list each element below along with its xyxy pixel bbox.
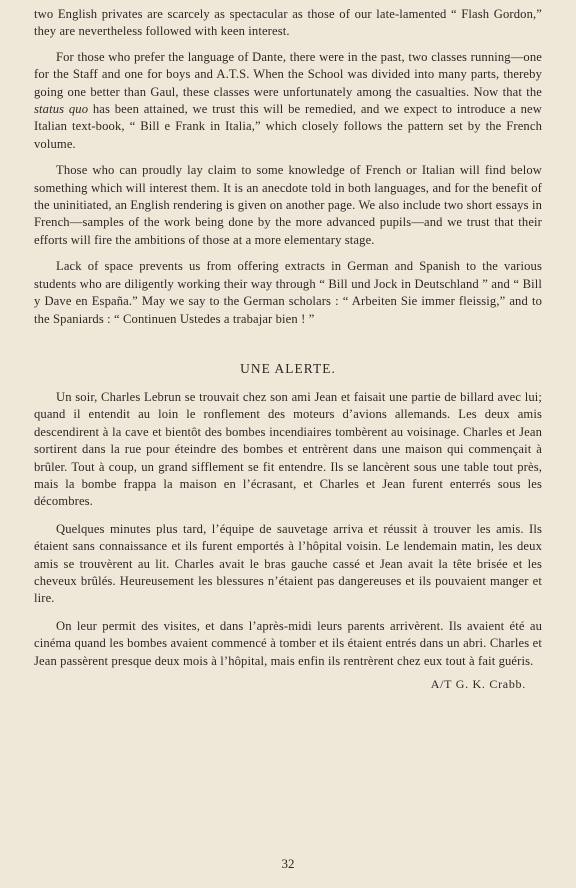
document-page: [34, 6, 542, 882]
paragraph-3: Those who can proudly lay claim to some knowledge of French or Italian will find below something which will interest them. It is an anecdote told in both languages, and for the benefit of the uninitiated, an English rendering is given on another page. We also include two short essays in French—samples of the work being done by the more advanced pupils—and we trust that their efforts will fire the ambitions of those at a more elementary stage.: [34, 163, 542, 247]
article-section: [34, 6, 542, 328]
paragraph-2-text-start: For those who prefer the language of Dante, there were in the past, two classes running—one for the Staff and one for boys and A.T.S. When the School was divided into many parts, thereby going one better than Gaul, these classes were unfortunately among the casualties. Now that the: [34, 49, 542, 99]
story-paragraph-2: Quelques minutes plus tard, l’équipe de sauvetage arriva et réussit à trouver les amis. Ils étaient sans connaissance et ils furent emportés à l’hôpital voisin. Le lendemain matin, les deux amis se trouvèrent au lit. Charles avait le bras gauche cassé et Jean avait la tête brisée et les cheveux brûlés. Heureusement les blessures n’étaient pas dangereuses et ils pouvaient manger et lire.: [34, 521, 542, 606]
author-signature: A/T G. K. Crabb.: [430, 677, 526, 691]
paragraph-2: [34, 49, 542, 153]
paragraph-4: Lack of space prevents us from offering extracts in German and Spanish to the various students who are diligently working their way through “ Bill und Jock in Deutschland ” and “ Bill y Dave en España.” May we say to the German scholars : “ Arbeiten Sie immer fleissig,” and to the Spaniards : “ Continuen Ustedes a trabajar bien ! ”: [34, 259, 542, 326]
page-number: 32: [281, 856, 295, 871]
italic-phrase: status quo: [34, 102, 89, 117]
paragraph-2-text-end: has been attained, we trust this will be remedied, and we expect to introduce a new Italian text-book, “ Bill e Frank in Italia,” which closely follows the pattern set by the French volume.: [34, 102, 542, 151]
story-paragraph-3: On leur permit des visites, et dans l’après-midi leurs parents arrivèrent. Ils avaient été au cinéma quand les bombes avaient commencé à tomber et ils étaient entrés dans un abri. Charles et Jean passèrent presque deux mois à l’hôpital, mais enfin ils rentrèrent chez eux tout à fait guéris.: [34, 618, 542, 668]
paragraph-1: two English privates are scarcely as spectacular as those of our late-lamented “ Flash Gordon,” they are nevertheless followed with keen interest.: [34, 7, 542, 39]
story-section: [34, 361, 542, 694]
story-paragraph-1: Un soir, Charles Lebrun se trouvait chez son ami Jean et faisait une partie de billard avec lui; quand il entendit au loin le ronflement des moteurs d’avions allemands. Les deux amis descendirent à la cave et bientôt des bombes incendiaires tombèrent au voisinage. Charles et Jean sortirent dans la rue pour éteindre des bombes et entrèrent dans une maison qui commençait à brûler. Tout à coup, un grand sifflement se fit entendre. Ils se lancèrent sous une table tout près, mais la bombe frappa la maison en l’écrasant, et Charles et Jean furent enterrés sous les décombres.: [34, 389, 542, 509]
story-title: UNE ALERTE.: [240, 360, 336, 376]
